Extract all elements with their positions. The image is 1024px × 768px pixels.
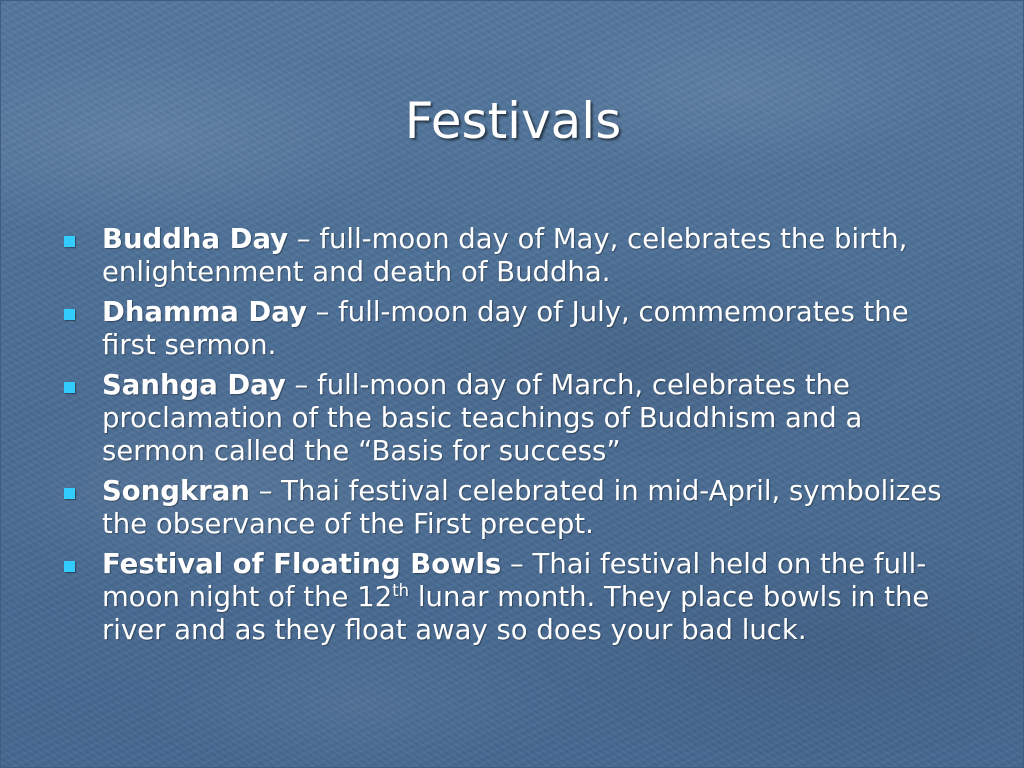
ordinal-suffix: th bbox=[392, 581, 410, 601]
list-item-sanhga-day bbox=[61, 369, 956, 468]
festival-name: Buddha Day bbox=[102, 223, 289, 255]
festival-description-part-2: lunar month. They place bowls in the river and as they float away so does your bad luck. bbox=[102, 581, 930, 646]
slide-title: Festivals bbox=[404, 92, 622, 150]
festival-name: Dhamma Day bbox=[102, 296, 307, 328]
list-item-dhamma-day bbox=[61, 296, 956, 362]
bullet-list bbox=[61, 223, 956, 654]
festival-description: – Thai festival celebrated in mid-April, symbolizes the observance of the First precept. bbox=[102, 475, 942, 540]
festival-description: – full-moon day of March, celebrates the proclamation of the basic teachings of Buddhism and a sermon called the “Basis for success” bbox=[102, 369, 863, 467]
square-bullet-icon bbox=[64, 236, 75, 247]
festival-name: Songkran bbox=[102, 475, 250, 507]
square-bullet-icon bbox=[64, 309, 75, 320]
list-item-buddha-day bbox=[61, 223, 956, 289]
square-bullet-icon bbox=[64, 488, 75, 499]
list-item-songkran bbox=[61, 475, 956, 541]
festival-name: Festival of Floating Bowls bbox=[102, 548, 502, 580]
festival-description: – full-moon day of July, commemorates the first sermon. bbox=[102, 296, 909, 361]
square-bullet-icon bbox=[64, 382, 75, 393]
festival-description: – full-moon day of May, celebrates the birth, enlightenment and death of Buddha. bbox=[102, 223, 908, 288]
festival-description-part-1: – Thai festival held on the full-moon night of the 12 bbox=[102, 548, 927, 613]
festival-name: Sanhga Day bbox=[102, 369, 286, 401]
square-bullet-icon bbox=[64, 561, 75, 572]
list-item-floating-bowls bbox=[61, 548, 956, 647]
